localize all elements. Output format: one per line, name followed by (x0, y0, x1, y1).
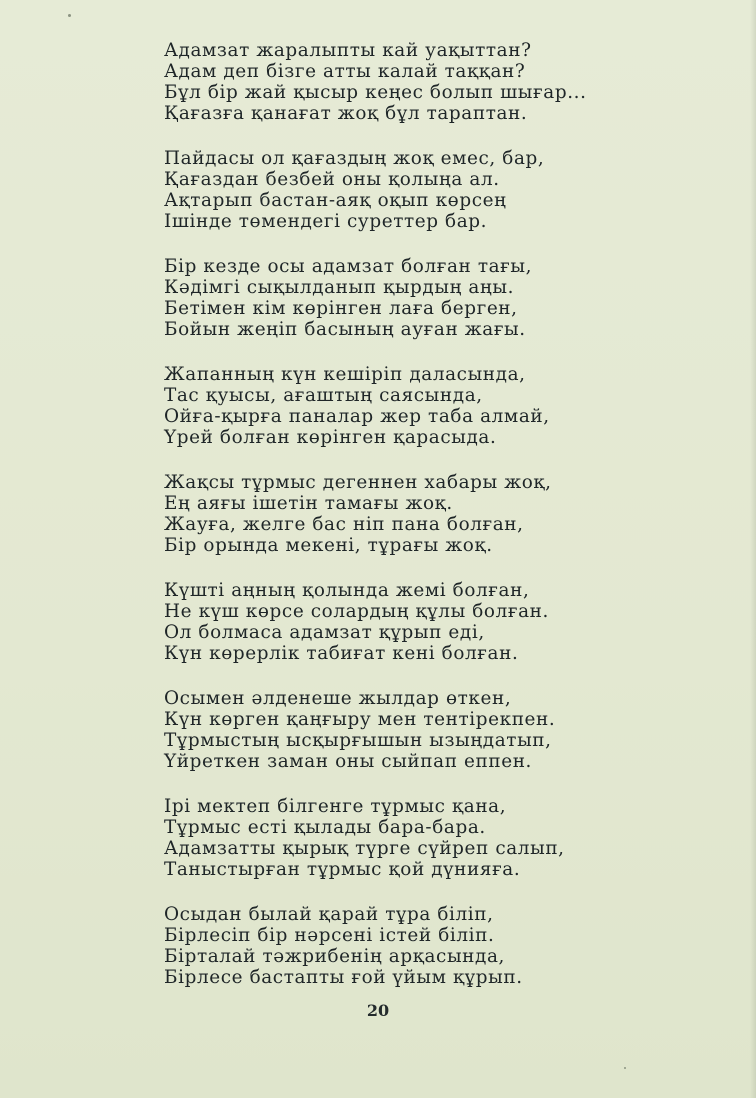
poem-line: Адамзатты қырық түрге сүйреп салып, (164, 838, 565, 859)
stanza-4 (164, 364, 634, 472)
poem-line: Ішінде төмендегі суреттер бар. (164, 211, 488, 232)
poem-line: Бұл бір жай қысыр кеңес болып шығар... (164, 82, 587, 103)
poem-line: Таныстырған тұрмыс қой дүнияға. (164, 859, 521, 880)
stanza-9 (164, 904, 634, 1012)
poem-line: Бірлесе бастапты ғой үйым құрып. (164, 967, 523, 988)
page-edge-shadow (750, 0, 756, 1098)
stanza-1 (164, 40, 634, 148)
poem-line: Күн көрген қаңғыру мен тентірекпен. (164, 709, 556, 730)
poem-line: Үйреткен заман оны сыйпап еппен. (164, 751, 532, 772)
poem-line: Қағаздан безбей оны қолыңа ал. (164, 169, 500, 190)
stanza-5 (164, 472, 634, 580)
stanza-2 (164, 148, 634, 256)
poem-line: Жақсы тұрмыс дегеннен хабары жоқ, (164, 472, 552, 493)
stanza-3 (164, 256, 634, 364)
poem-line: Не күш көрсе солардың құлы болған. (164, 601, 549, 622)
poem-line: Бірлесіп бір нәрсені істей біліп. (164, 925, 495, 946)
paper-speck (624, 1067, 626, 1069)
poem-line: Пайдасы ол қағаздың жоқ емес, бар, (164, 148, 545, 169)
poem-line: Бір орында мекені, тұрағы жоқ. (164, 535, 493, 556)
poem-line: Тас қуысы, ағаштың саясында, (164, 385, 483, 406)
stanza-7 (164, 688, 634, 796)
poem-line: Бірталай тәжрибенің арқасында, (164, 946, 505, 967)
poem-line: Ойға-қырға панaлар жер таба алмай, (164, 406, 550, 427)
poem-line: Адам деп бізге атты калай таққан? (164, 61, 526, 82)
poem-line: Ақтарып бастан-аяқ оқып көрсең (164, 190, 507, 211)
poem-line: Кәдімгі сықылданып қырдың аңы. (164, 277, 515, 298)
poem-line: Бетімен кім көрінген лаға берген, (164, 298, 518, 319)
paper-speck (68, 14, 71, 17)
poem-line: Үрей болған көрінген қарасыда. (164, 427, 497, 448)
poem-line: Ірі мектеп білгенге тұрмыс қана, (164, 796, 507, 817)
poem-text (164, 40, 634, 1012)
poem-line: Тұрмыстың ысқырғышын ызыңдатып, (164, 730, 552, 751)
page-number: 20 (366, 1001, 390, 1020)
stanza-6 (164, 580, 634, 688)
poem-line: Бойын жеңіп басының ауған жағы. (164, 319, 526, 340)
poem-line: Күшті аңның қолында жемі болған, (164, 580, 530, 601)
poem-line: Жапанның күн кешіріп даласында, (164, 364, 526, 385)
poem-line: Ең аяғы ішетін тамағы жоқ. (164, 493, 453, 514)
stanza-8 (164, 796, 634, 904)
poem-line: Тұрмыс есті қылады бара-бара. (164, 817, 486, 838)
poem-line: Ол болмаса адамзат құрып еді, (164, 622, 485, 643)
poem-line: Осыдан былай қарай тұра біліп, (164, 904, 494, 925)
poem-line: Қағазға қанағат жоқ бұл тараптан. (164, 103, 528, 124)
poem-line: Жауға, желге бас ніп пана болған, (164, 514, 524, 535)
poem-line: Күн көрерлік табиғат кені болған. (164, 643, 519, 664)
poem-line: Осымен әлденеше жылдар өткен, (164, 688, 512, 709)
poem-line: Адамзат жаралыпты кай уақыттан? (164, 40, 532, 61)
poem-line: Бір кезде осы адамзат болған тағы, (164, 256, 533, 277)
